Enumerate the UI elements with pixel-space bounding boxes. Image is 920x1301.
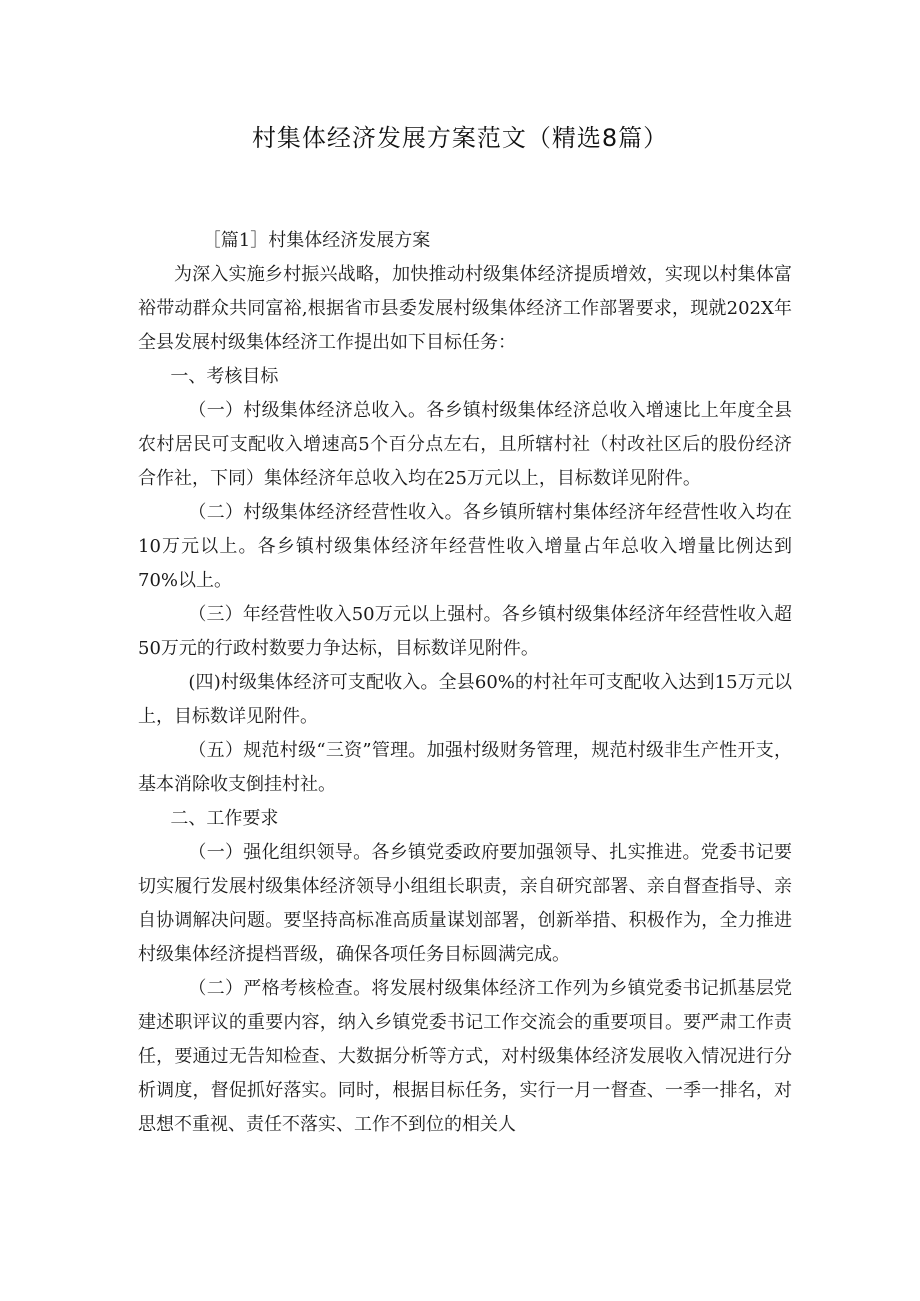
list-item: （二）严格考核检查。将发展村级集体经济工作列为乡镇党委书记抓基层党建述职评议的重要内容，纳入乡镇党委书记工作交流会的重要项目。要严肃工作责任，要通过无告知检查、大数据分析等方式，对村级集体经济发展收入情况进行分析调度，督促抓好落实。同时，根据目标任务，实行一月一督查、一季一排名，对思想不重视、责任不落实、工作不到位的相关人 <box>138 978 792 1135</box>
section-heading: 二、工作要求 <box>170 808 279 829</box>
list-item: （五）规范村级“三资”管理。加强村级财务管理，规范村级非生产性开支，基本消除收支倒挂村社。 <box>138 740 792 795</box>
list-item: (四)村级集体经济可支配收入。全县60%的村社年可支配收入达到15万元以上，目标数详见附件。 <box>138 672 792 727</box>
list-item: （三）年经营性收入50万元以上强村。各乡镇村级集体经济年经营性收入超50万元的行政村数要力争达标，目标数详见附件。 <box>138 604 792 659</box>
list-item: （一）村级集体经济总收入。各乡镇村级集体经济总收入增速比上年度全县农村居民可支配收入增速高5个百分点左右，且所辖村社（村改社区后的股份经济合作社，下同）集体经济年总收入均在25万元以上，目标数详见附件。 <box>138 400 792 489</box>
document-title: 村集体经济发展方案范文（精选8篇） <box>251 124 669 152</box>
list-item: （二）村级集体经济经营性收入。各乡镇所辖村集体经济年经营性收入均在10万元以上。各乡镇村级集体经济年经营性收入增量占年总收入增量比例达到70%以上。 <box>138 502 792 591</box>
intro-paragraph: 为深入实施乡村振兴战略，加快推动村级集体经济提质增效，实现以村集体富裕带动群众共同富裕,根据省市县委发展村级集体经济工作部署要求，现就202X年全县发展村级集体经济工作提出如下目标任务： <box>138 264 792 353</box>
section-heading: 一、考核目标 <box>170 366 279 387</box>
list-item: （一）强化组织领导。各乡镇党委政府要加强领导、扎实推进。党委书记要切实履行发展村级集体经济领导小组组长职责，亲自研究部署、亲自督查指导、亲自协调解决问题。要坚持高标准高质量谋划部署，创新举措、积极作为，全力推进村级集体经济提档晋级，确保各项任务目标圆满完成。 <box>138 842 792 965</box>
chapter-heading: ［篇1］村集体经济发展方案 <box>202 230 431 251</box>
document-body <box>138 224 792 1142</box>
